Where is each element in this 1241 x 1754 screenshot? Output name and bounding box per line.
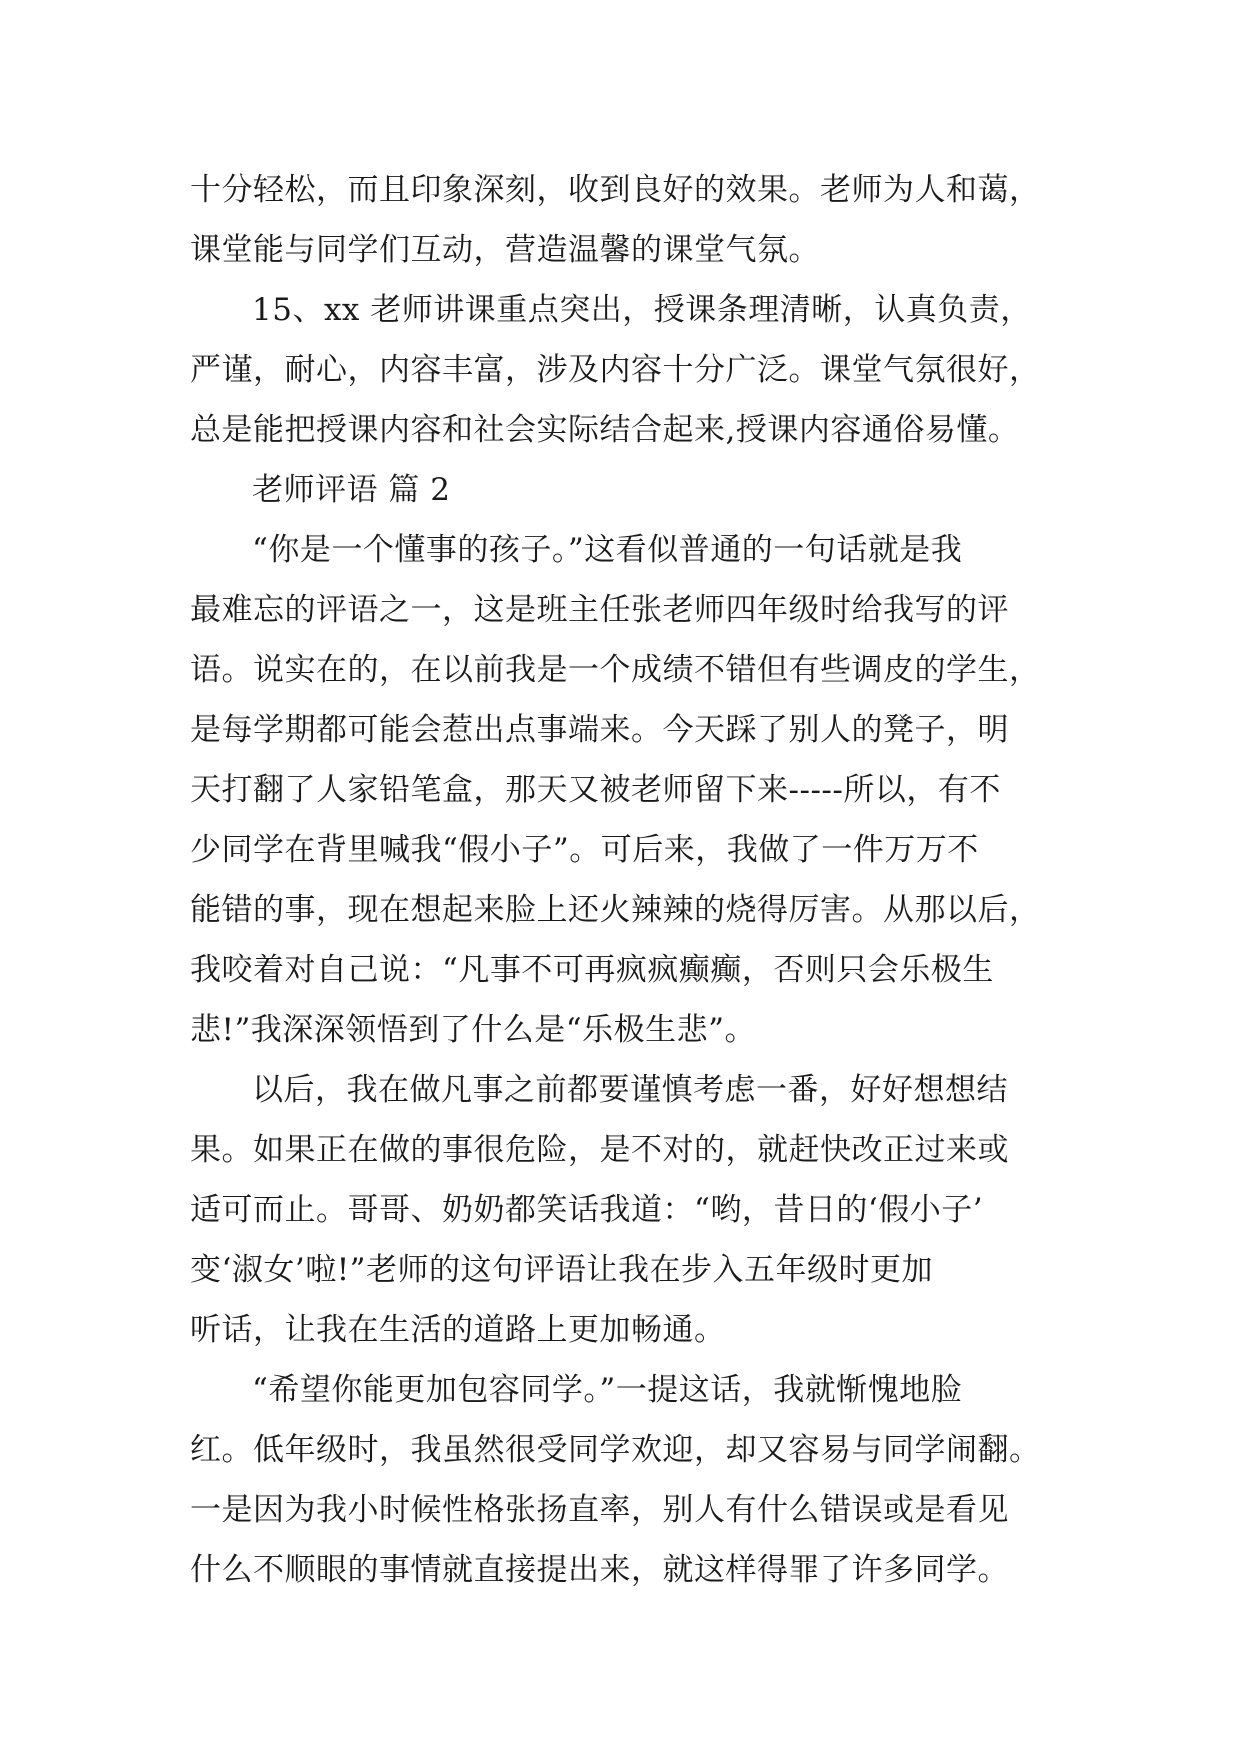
text-line: 天打翻了人家铅笔盒，那天又被老师留下来-----所以，有不	[190, 772, 1001, 808]
text-line: 少同学在背里喊我“假小子”。可后来，我做了一件万万不	[190, 832, 979, 868]
text-line: 红。低年级时，我虽然很受同学欢迎，却又容易与同学闹翻。	[190, 1432, 1041, 1468]
text-line: 什么不顺眼的事情就直接提出来，就这样得罪了许多同学。	[190, 1552, 1009, 1588]
text-line: 严谨，耐心，内容丰富，涉及内容十分广泛。课堂气氛很好，	[190, 352, 1041, 388]
text-line: 课堂能与同学们互动，营造温馨的课堂气氛。	[190, 232, 820, 268]
document-page	[190, 160, 1070, 1600]
text-line: “希望你能更加包容同学。”一提这话，我就惭愧地脸	[252, 1372, 963, 1408]
text-line: 能错的事，现在想起来脸上还火辣辣的烧得厉害。从那以后，	[190, 892, 1041, 928]
text-line: 总是能把授课内容和社会实际结合起来,授课内容通俗易懂。	[190, 412, 1020, 448]
text-line: 变‘淑女’啦!”老师的这句评语让我在步入五年级时更加	[190, 1252, 934, 1288]
text-line: 15、xx 老师讲课重点突出，授课条理清晰，认真负责，	[252, 292, 1032, 328]
text-line: 悲!”我深深领悟到了什么是“乐极生悲”。	[190, 1012, 757, 1048]
text-line: 十分轻松，而且印象深刻，收到良好的效果。老师为人和蔼，	[190, 172, 1041, 208]
text-line: 是每学期都可能会惹出点事端来。今天踩了别人的凳子，明	[190, 712, 1009, 748]
text-line: 果。如果正在做的事很危险，是不对的，就赶快改正过来或	[190, 1132, 1009, 1168]
section-heading: 老师评语 篇 2	[252, 472, 451, 508]
text-line: 一是因为我小时候性格张扬直率，别人有什么错误或是看见	[190, 1492, 1009, 1528]
text-line: 听话，让我在生活的道路上更加畅通。	[190, 1312, 726, 1348]
text-line: 适可而止。哥哥、奶奶都笑话我道：“哟，昔日的‘假小子’	[190, 1192, 984, 1228]
text-line: 语。说实在的，在以前我是一个成绩不错但有些调皮的学生，	[190, 652, 1041, 688]
text-line: 我咬着对自己说：“凡事不可再疯疯癫癫，否则只会乐极生	[190, 952, 994, 988]
text-line: “你是一个懂事的孩子。”这看似普通的一句话就是我	[252, 532, 963, 568]
text-line: 以后，我在做凡事之前都要谨慎考虑一番，好好想想结	[252, 1072, 1008, 1108]
text-line: 最难忘的评语之一，这是班主任张老师四年级时给我写的评	[190, 592, 1009, 628]
